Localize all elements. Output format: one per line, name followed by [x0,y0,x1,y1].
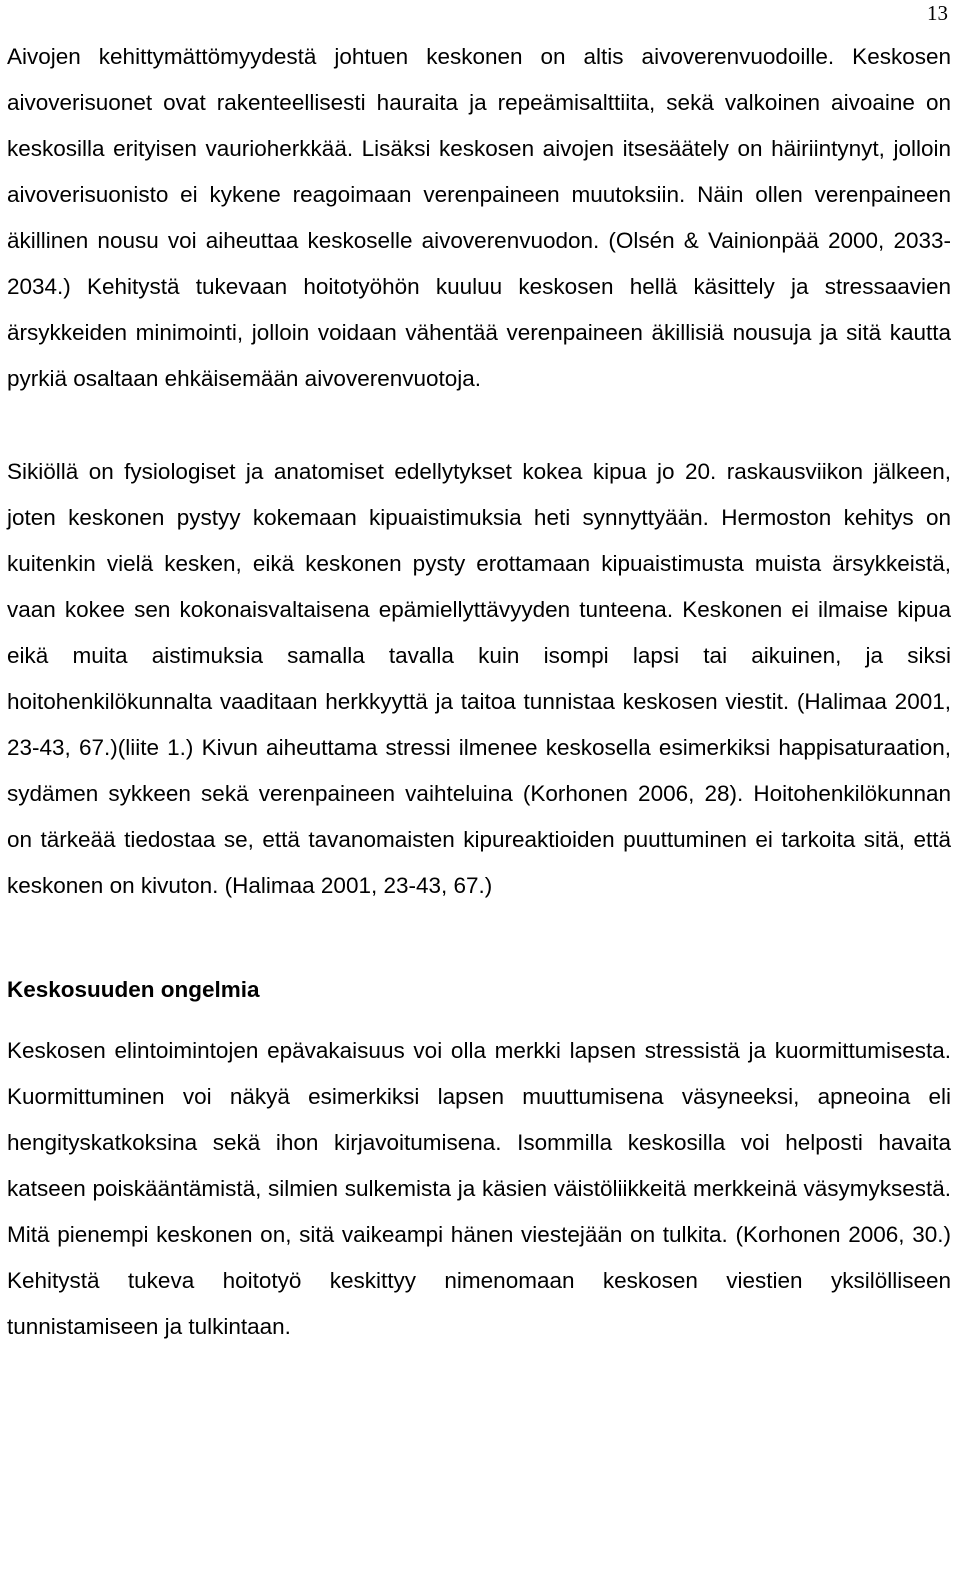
heading-spacer [7,1013,951,1028]
paragraph-brain-hemorrhage: Aivojen kehittymättömyydestä johtuen keskonen on altis aivoverenvuodoille. Keskosen aivoverisuonet ovat rakenteellisesti hauraita ja repeämisalttiita, sekä valkoinen aivoaine on keskosilla erityisen vaurioherkkää. Lisäksi keskosen aivojen itsesäätely on häiriintynyt, jolloin aivoverisuonisto ei kykene reagoimaan verenpaineen muutoksiin. Näin ollen verenpaineen äkillinen nousu voi aiheuttaa keskoselle aivoverenvuodon. (Olsén & Vainionpää 2000, 2033-2034.) Kehitystä tukevaan hoitotyöhön kuuluu keskosen hellä käsittely ja stressaavien ärsykkeiden minimointi, jolloin voidaan vähentää verenpaineen äkillisiä nousuja ja sitä kautta pyrkiä osaltaan ehkäisemään aivoverenvuotoja. [7,44,951,391]
document-body [7,34,951,1350]
paragraph-prematurity-problems: Keskosen elintoimintojen epävakaisuus voi olla merkki lapsen stressistä ja kuormittumisesta. Kuormittuminen voi näkyä esimerkiksi lapsen muuttumisena väsyneeksi, apneoina eli hengityskatkoksina sekä ihon kirjavoitumisena. Isommilla keskosilla voi helposti havaita katseen poiskääntämistä, silmien sulkemista ja käsien väistöliikkeitä merkkeinä väsymyksestä. Mitä pienempi keskonen on, sitä vaikeampi hänen viestejään on tulkita. (Korhonen 2006, 30.) Kehitystä tukeva hoitotyö keskittyy nimenomaan keskosen viestien yksilölliseen tunnistamiseen ja tulkintaan. [7,1038,951,1339]
section-spacer [7,909,951,967]
section-heading: Keskosuuden ongelmia [7,977,260,1002]
page-number: 13 [927,1,948,25]
paragraph-spacer [7,402,951,449]
paragraph-fetal-pain: Sikiöllä on fysiologiset ja anatomiset edellytykset kokea kipua jo 20. raskausviikon jälkeen, joten keskonen pystyy kokemaan kipuaistimuksia heti synnyttyään. Hermoston kehitys on kuitenkin vielä kesken, eikä keskonen pysty erottamaan kipuaistimusta muista ärsykkeistä, vaan kokee sen kokonaisvaltaisena epämiellyttävyyden tunteena. Keskonen ei ilmaise kipua eikä muita aistimuksia samalla tavalla kuin isompi lapsi tai aikuinen, ja siksi hoitohenkilökunnalta vaaditaan herkkyyttä ja taitoa tunnistaa keskosen viestit. (Halimaa 2001, 23-43, 67.)(liite 1.) Kivun aiheuttama stressi ilmenee keskosella esimerkiksi happisaturaation, sydämen sykkeen sekä verenpaineen vaihteluina (Korhonen 2006, 28). Hoitohenkilökunnan on tärkeää tiedostaa se, että tavanomaisten kipureaktioiden puuttuminen ei tarkoita sitä, että keskonen on kivuton. (Halimaa 2001, 23-43, 67.) [7,459,951,898]
